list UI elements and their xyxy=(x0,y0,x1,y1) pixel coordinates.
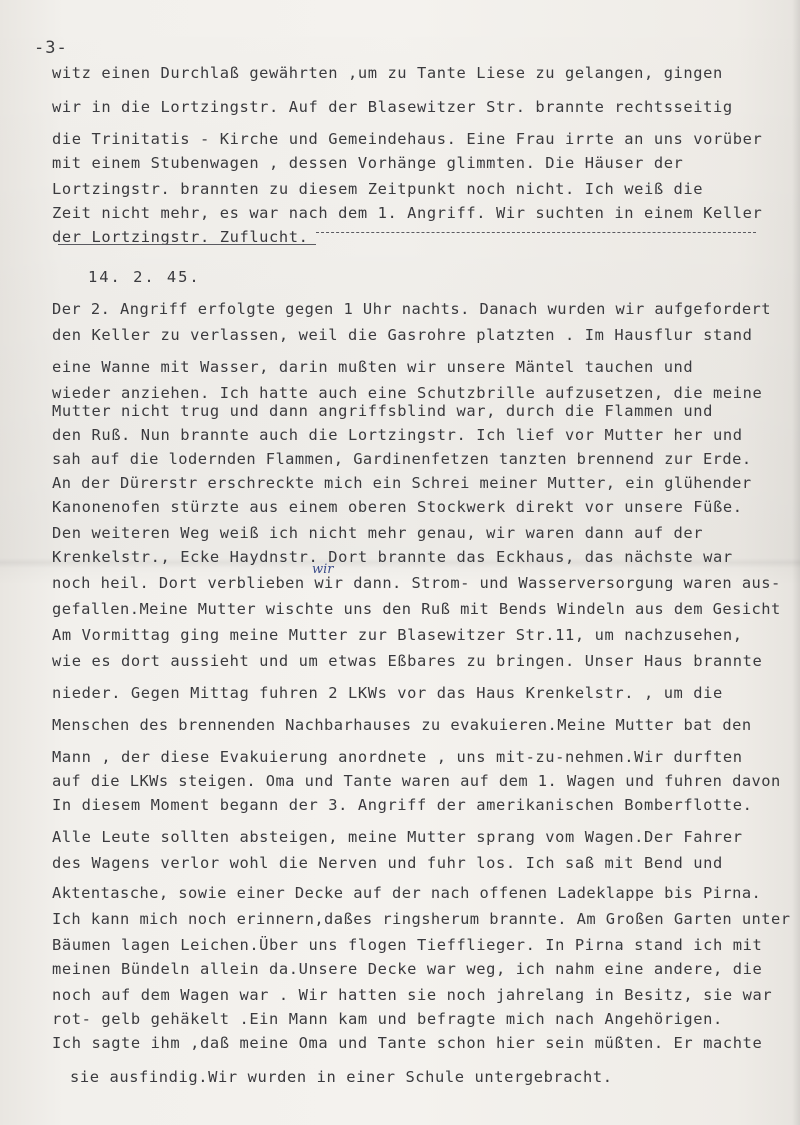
text-line: sah auf die lodernden Flammen, Gardinenfetzen tanzten brennend zur Erde. xyxy=(52,450,752,468)
dashed-separator xyxy=(316,232,756,233)
text-line: Aktentasche, sowie einer Decke auf der nach offenen Ladeklappe bis Pirna. xyxy=(52,884,762,902)
text-line: Ich sagte ihm ,daß meine Oma und Tante schon hier sein müßten. Er machte xyxy=(52,1034,763,1052)
text-line: auf die LKWs steigen. Oma und Tante waren auf dem 1. Wagen und fuhren davon xyxy=(52,772,781,790)
text-line: Der 2. Angriff erfolgte gegen 1 Uhr nachts. Danach wurden wir aufgefordert xyxy=(52,300,771,318)
text-line: der Lortzingstr. Zuflucht. xyxy=(52,228,309,246)
text-line: Mutter nicht trug und dann angriffsblind war, durch die Flammen und xyxy=(52,402,714,420)
text-line: den Ruß. Nun brannte auch die Lortzingstr. Ich lief vor Mutter her und xyxy=(52,426,743,444)
text-line: rot- gelb gehäkelt .Ein Mann kam und befragte mich nach Angehörigen. xyxy=(52,1010,723,1028)
text-line: des Wagens verlor wohl die Nerven und fuhr los. Ich saß mit Bend und xyxy=(52,854,723,872)
text-line: Kanonenofen stürzte aus einem oberen Stockwerk direkt vor unsere Füße. xyxy=(52,498,743,516)
page-number: -3- xyxy=(34,38,68,58)
text-line: mit einem Stubenwagen , dessen Vorhänge glimmten. Die Häuser der xyxy=(52,154,684,172)
text-line: Ich kann mich noch erinnern,daßes ringsherum brannte. Am Großen Garten unter xyxy=(52,910,791,928)
text-line: wie es dort aussieht und um etwas Eßbares zu bringen. Unser Haus brannte xyxy=(52,652,763,670)
text-line: Lortzingstr. brannten zu diesem Zeitpunkt noch nicht. Ich weiß die xyxy=(52,180,704,198)
text-line: gefallen.Meine Mutter wischte uns den Ruß mit Bends Windeln aus dem Gesicht xyxy=(52,600,781,618)
text-line: An der Dürerstr erschreckte mich ein Schrei meiner Mutter, ein glühender xyxy=(52,474,752,492)
underline xyxy=(58,244,316,245)
page-edge-shadow xyxy=(792,0,800,1125)
text-line: Menschen des brennenden Nachbarhauses zu evakuieren.Meine Mutter bat den xyxy=(52,716,752,734)
text-line: den Keller zu verlassen, weil die Gasrohre platzten . Im Hausflur stand xyxy=(52,326,753,344)
text-line: eine Wanne mit Wasser, darin mußten wir unsere Mäntel tauchen und xyxy=(52,358,694,376)
text-line: Den weiteren Weg weiß ich nicht mehr genau, wir waren dann auf der xyxy=(52,524,704,542)
text-line: wieder anziehen. Ich hatte auch eine Schutzbrille aufzusetzen, die meine xyxy=(52,384,763,402)
text-line: Am Vormittag ging meine Mutter zur Blasewitzer Str.11, um nachzusehen, xyxy=(52,626,743,644)
text-line: meinen Bündeln allein da.Unsere Decke war weg, ich nahm eine andere, die xyxy=(52,960,763,978)
text-line: Zeit nicht mehr, es war nach dem 1. Angriff. Wir suchten in einem Keller xyxy=(52,204,763,222)
text-line: In diesem Moment begann der 3. Angriff der amerikanischen Bomberflotte. xyxy=(52,796,753,814)
text-line: noch auf dem Wagen war . Wir hatten sie noch jahrelang in Besitz, sie war xyxy=(52,986,773,1004)
text-line: Alle Leute sollten absteigen, meine Mutter sprang vom Wagen.Der Fahrer xyxy=(52,828,743,846)
text-line: die Trinitatis - Kirche und Gemeindehaus. Eine Frau irrte an uns vorüber xyxy=(52,130,763,148)
text-line: nieder. Gegen Mittag fuhren 2 LKWs vor das Haus Krenkelstr. , um die xyxy=(52,684,723,702)
text-line: witz einen Durchlaß gewährten ,um zu Tante Liese zu gelangen, gingen xyxy=(52,64,723,82)
text-line: wir in die Lortzingstr. Auf der Blasewitzer Str. brannte rechtsseitig xyxy=(52,98,733,116)
text-line: Bäumen lagen Leichen.Über uns flogen Tiefflieger. In Pirna stand ich mit xyxy=(52,936,763,954)
text-line: sie ausfindig.Wir wurden in einer Schule untergebracht. xyxy=(70,1068,613,1086)
text-line: Mann , der diese Evakuierung anordnete , uns mit-zu-nehmen.Wir durften xyxy=(52,748,743,766)
handwritten-annotation: wir xyxy=(312,562,334,577)
date-heading: 14. 2. 45. xyxy=(88,268,201,286)
text-line: noch heil. Dort verblieben wir dann. Strom- und Wasserversorgung waren aus- xyxy=(52,574,781,592)
text-line: Krenkelstr., Ecke Haydnstr. Dort brannte das Eckhaus, das nächste war xyxy=(52,548,733,566)
